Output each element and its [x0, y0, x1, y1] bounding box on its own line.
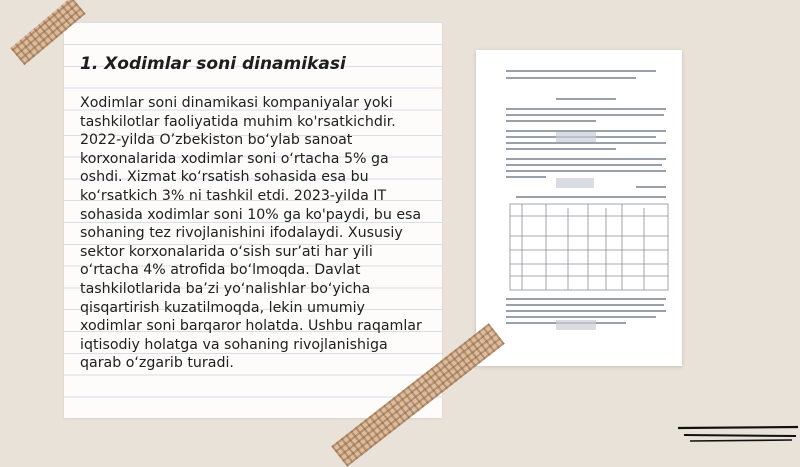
document-page-image: [476, 50, 682, 366]
decorative-lines: [676, 424, 800, 444]
section-paragraph: Xodimlar soni dinamikasi kompaniyalar yoki tashkilotlar faoliyatida muhim ko'rsatkichdir. 2022-yilda O’zbekiston bo‘ylab sanoat korxonalarida xodimlar soni o‘rtacha 5% ga oshdi. Xizmat ko‘rsatish sohasida esa bu ko‘rsatkich 3% ni tashkil etdi. 2023-yilda IT sohasida xodimlar soni 10% ga ko'paydi, bu esa sohaning tez rivojlanishini ifodalaydi. Xususiy sektor korxonalarida o‘sish sur’ati har yili o‘rtacha 4% atrofida bo‘lmoqda. Davlat tashkilotlarida ba’zi yo‘nalishlar bo‘yicha qisqartirish kuzatilmoqda, lekin umumiy xodimlar soni barqaror holatda. Ushbu raqamlar iqtisodiy holatga va sohaning rivojlanishiga qarab o‘zgarib turadi.: [80, 95, 422, 372]
section-title: 1. Xodimlar soni dinamikasi: [80, 54, 346, 74]
